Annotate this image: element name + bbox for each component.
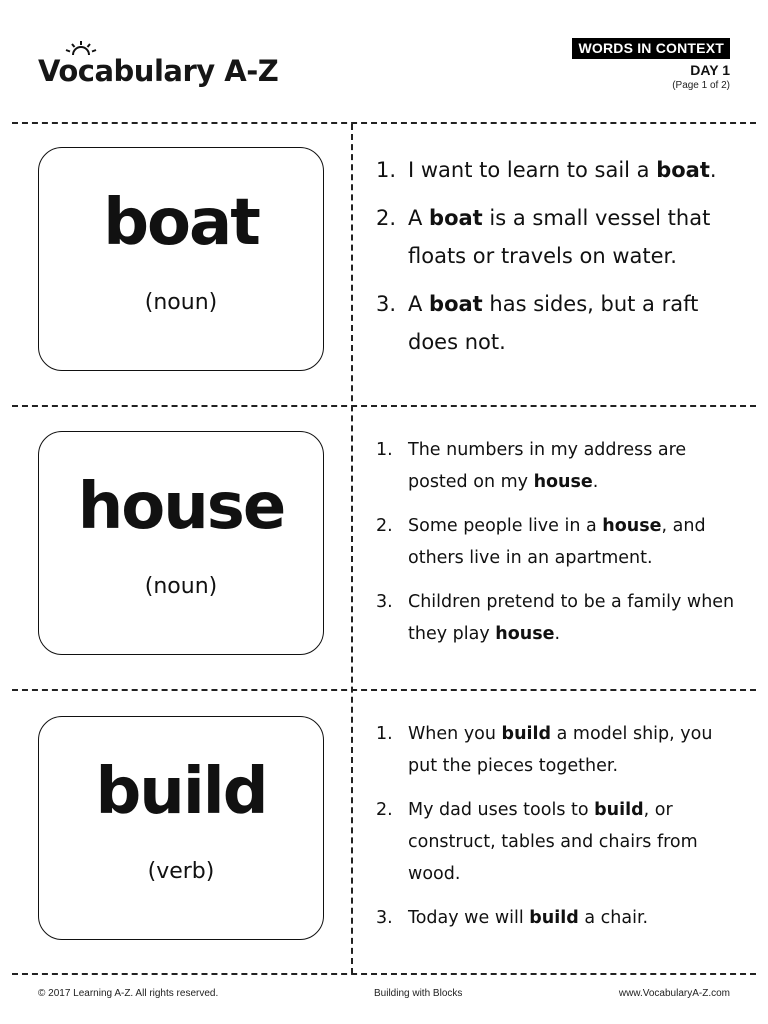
sentence-text: I want to learn to sail a: [408, 158, 657, 182]
sentence-item: [376, 434, 746, 498]
sentence-number: 2.: [376, 516, 393, 536]
sentence-text: The numbers in my address are posted on my: [408, 440, 687, 492]
sentence-item: [376, 586, 746, 650]
part-of-speech: (noun): [144, 290, 218, 315]
word-card-house: [38, 431, 324, 655]
footer-url: www.VocabularyA-Z.com: [618, 988, 730, 999]
day-header: [572, 38, 730, 91]
keyword: house: [495, 624, 555, 644]
sentence-number: 2.: [376, 800, 393, 820]
keyword: house: [533, 472, 593, 492]
sentence-text: Children pretend to be a family when they play: [408, 592, 735, 644]
sentence-item: [376, 199, 746, 275]
sentence-text: is a small vessel that floats or travels on water.: [408, 206, 711, 268]
words-in-context-badge: WORDS IN CONTEXT: [572, 38, 730, 59]
sentence-text: My dad uses tools to: [408, 800, 595, 820]
sentence-text: a model ship, you put the pieces together.: [408, 724, 713, 776]
page-indicator: (Page 1 of 2): [672, 80, 730, 91]
sentence-text: .: [709, 158, 717, 182]
sentence-number: 1.: [376, 440, 393, 460]
footer-copyright: © 2017 Learning A-Z. All rights reserved.: [38, 988, 219, 999]
vocabulary-az-logo: [38, 40, 279, 96]
part-of-speech: (verb): [147, 859, 215, 884]
sentence-text: A: [408, 292, 430, 316]
vocab-word: boat: [103, 186, 259, 260]
keyword: build: [501, 724, 552, 744]
sentence-item: [376, 718, 746, 782]
keyword: build: [594, 800, 644, 820]
sentence-list-boat: [376, 151, 746, 371]
sentence-text: a chair.: [578, 908, 649, 928]
sentence-item: [376, 902, 746, 934]
sentence-number: 2.: [376, 206, 397, 230]
sentence-item: [376, 794, 746, 890]
vocab-word: house: [77, 470, 285, 544]
cut-line-vertical: [351, 124, 353, 974]
sentence-list-build: [376, 718, 746, 946]
sentence-number: 1.: [376, 724, 393, 744]
sentence-text: has sides, but a raft does not.: [408, 292, 699, 354]
cut-line: [12, 122, 756, 124]
sentence-text: .: [592, 472, 599, 492]
sentence-item: [376, 510, 746, 574]
sentence-text: Today we will: [408, 908, 530, 928]
keyword: boat: [429, 206, 483, 230]
cut-line: [12, 689, 756, 691]
day-label: DAY 1: [690, 62, 730, 78]
vocab-word: build: [95, 755, 267, 829]
sentence-list-house: [376, 434, 746, 662]
sentence-text: , and others live in an apartment.: [408, 516, 706, 568]
keyword: boat: [656, 158, 710, 182]
part-of-speech: (noun): [144, 574, 218, 599]
sentence-number: 1.: [376, 158, 397, 182]
cut-line: [12, 405, 756, 407]
footer-title: Building with Blocks: [374, 988, 463, 999]
sentence-number: 3.: [376, 592, 393, 612]
sentence-text: .: [554, 624, 561, 644]
sentence-text: When you: [408, 724, 502, 744]
sentence-number: 3.: [376, 292, 397, 316]
cut-line: [12, 973, 756, 975]
keyword: boat: [429, 292, 483, 316]
keyword: house: [602, 516, 662, 536]
sentence-item: [376, 151, 746, 189]
word-card-build: [38, 716, 324, 940]
sentence-item: [376, 285, 746, 361]
sentence-text: A: [408, 206, 430, 230]
sentence-text: Some people live in a: [408, 516, 603, 536]
logo-text: Vocabulary A-Z: [38, 54, 279, 88]
keyword: build: [529, 908, 579, 928]
sentence-number: 3.: [376, 908, 393, 928]
word-card-boat: [38, 147, 324, 371]
sentence-text: , or construct, tables and chairs from wood.: [408, 800, 698, 884]
